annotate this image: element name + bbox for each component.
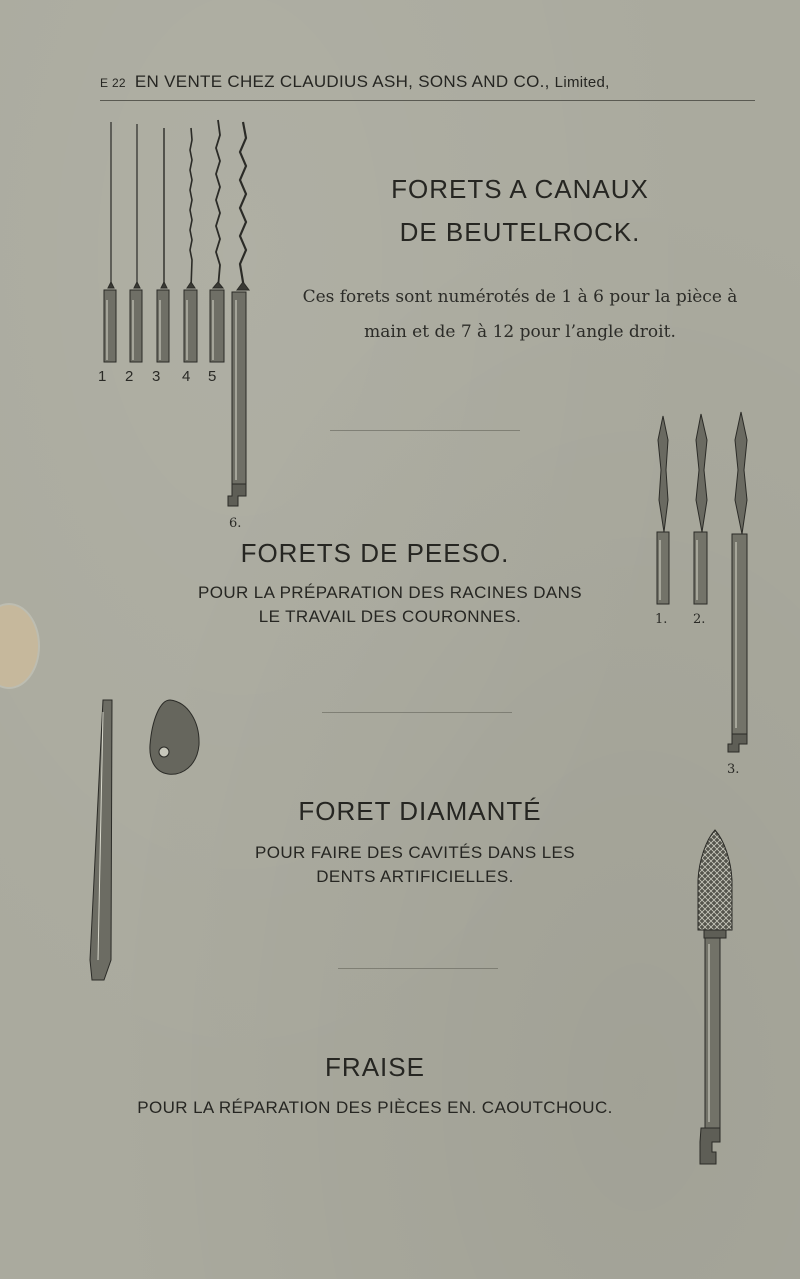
beutelrock-label-6: 6.	[229, 516, 242, 531]
beutelrock-drill-3	[157, 128, 169, 362]
fraise-bur	[698, 830, 732, 1164]
peeso-label-3: 3.	[727, 762, 740, 777]
peeso-drill-1	[657, 416, 669, 604]
beutelrock-label-4: 4	[182, 368, 191, 385]
peeso-subtitle-line1: POUR LA PRÉPARATION DES RACINES DANS	[197, 583, 583, 602]
beutelrock-description-line2: main et de 7 à 12 pour l’angle droit.	[364, 322, 676, 342]
peeso-drill-3	[728, 412, 747, 752]
diamante-title: FORET DIAMANTÉ	[298, 796, 542, 826]
beutelrock-label-1: 1	[98, 368, 107, 385]
peeso-drill-2	[694, 414, 707, 604]
header-text: EN VENTE CHEZ CLAUDIUS ASH, SONS AND CO.,	[134, 72, 550, 91]
binding-hole	[0, 603, 40, 689]
beutelrock-drill-6	[228, 122, 249, 506]
header-suffix: Limited,	[554, 74, 610, 91]
diamond-drill-bit	[150, 700, 199, 774]
separator-3	[338, 968, 498, 969]
separator-1	[330, 430, 520, 431]
fraise-subtitle: POUR LA RÉPARATION DES PIÈCES EN. CAOUTCHOUC.	[137, 1098, 613, 1117]
beutelrock-label-2: 2	[125, 368, 134, 385]
peeso-label-2: 2.	[693, 612, 706, 627]
beutelrock-drill-4	[184, 128, 197, 362]
beutelrock-description-line1: Ces forets sont numérotés de 1 à 6 pour la pièce à	[302, 287, 738, 307]
beutelrock-title-line2: DE BEUTELROCK.	[399, 217, 641, 247]
beutelrock-title-line1: FORETS A CANAUX	[391, 174, 649, 204]
separator-2	[322, 712, 512, 713]
beutelrock-label-3: 3	[152, 368, 161, 385]
page-header	[100, 72, 740, 92]
diamond-drill-handle	[90, 700, 112, 980]
beutelrock-drill-2	[130, 124, 142, 362]
diamante-subtitle-line1: POUR FAIRE DES CAVITÉS DANS LES	[254, 843, 576, 862]
beutelrock-drill-1	[104, 122, 116, 362]
peeso-subtitle-line2: LE TRAVAIL DES COURONNES.	[258, 607, 522, 626]
peeso-title: FORETS DE PEESO.	[240, 538, 510, 568]
beutelrock-drill-5	[210, 120, 224, 362]
fraise-title: FRAISE	[325, 1052, 425, 1082]
header-rule	[100, 100, 755, 101]
beutelrock-label-5: 5	[208, 368, 217, 385]
diamante-subtitle-line2: DENTS ARTIFICIELLES.	[316, 867, 514, 886]
page-number: E 22	[100, 76, 126, 90]
peeso-label-1: 1.	[655, 612, 668, 627]
